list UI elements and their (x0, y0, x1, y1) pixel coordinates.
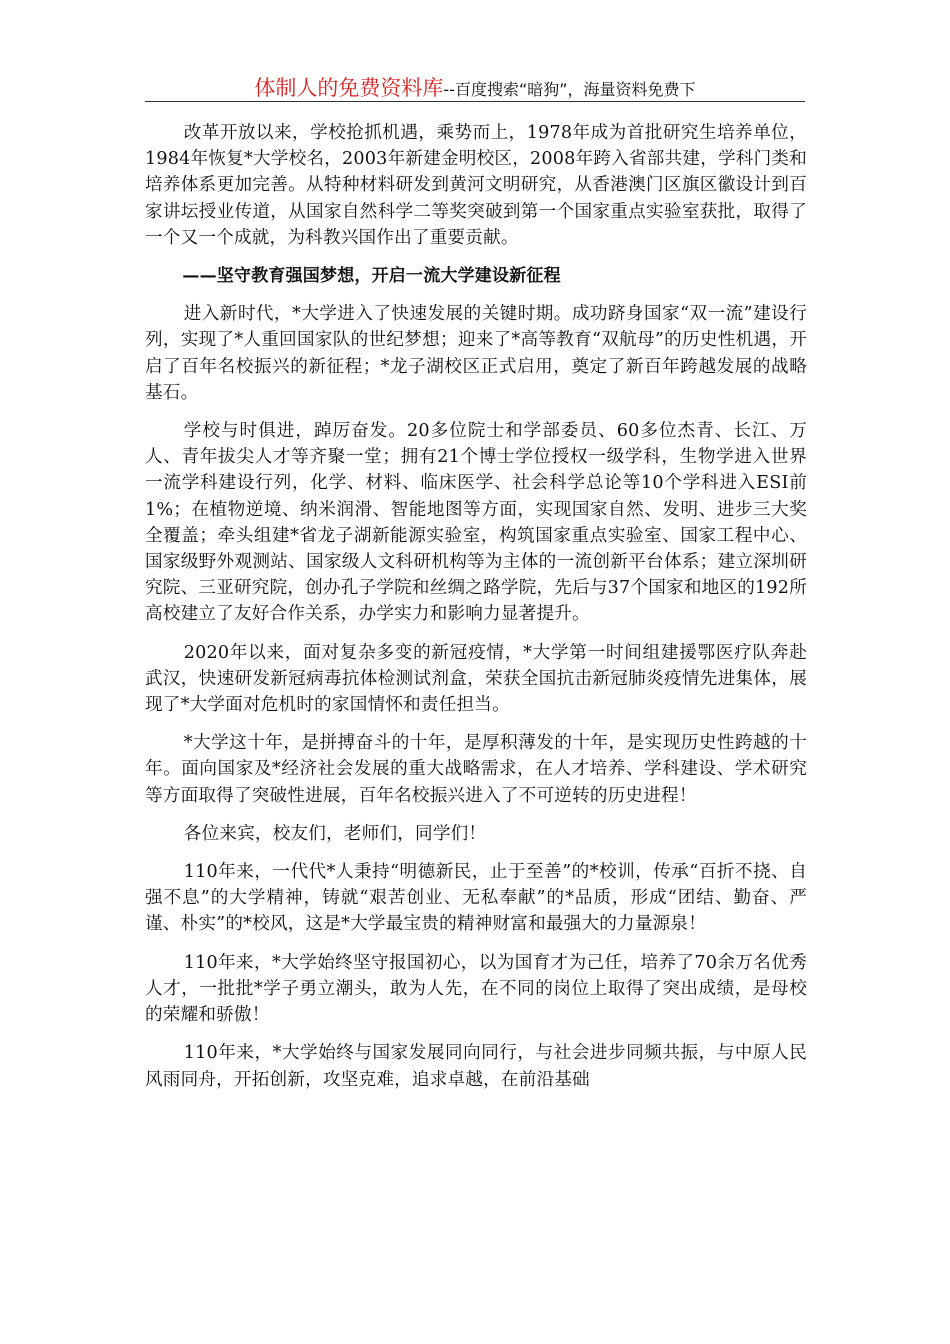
paragraph: *大学这十年，是拼搏奋斗的十年，是厚积薄发的十年，是实现历史性跨越的十年。面向国家及*经济社会发展的重大战略需求，在人才培养、学科建设、学术研究等方面取得了突破性进展，百年名校振兴进入了不可逆转的历史进程！ (145, 733, 807, 806)
paragraph: 各位来宾，校友们，老师们，同学们！ (183, 823, 487, 844)
header-brand: 体制人的免费资料库 (254, 76, 444, 100)
header-divider (145, 101, 805, 102)
paragraph: 改革开放以来，学校抢抓机遇，乘势而上，1978年成为首批研究生培养单位，1984年恢复*大学校名，2003年新建金明校区，2008年跨入省部共建，学科门类和培养体系更加完善。从特种材料研发到黄河文明研究，从香港澳门区旗区徽设计到百家讲坛授业传道，从国家自然科学二等奖突破到第一个国家重点实验室获批，取得了一个又一个成就，为科教兴国作出了重要贡献。 (145, 123, 807, 248)
page-header (145, 72, 805, 102)
section-heading: ——坚守教育强国梦想，开启一流大学建设新征程 (182, 266, 561, 287)
document-body (145, 120, 807, 1105)
paragraph: 2020年以来，面对复杂多变的新冠疫情，*大学第一时间组建援鄂医疗队奔赴武汉，快速研发新冠病毒抗体检测试剂盒，荣获全国抗击新冠肺炎疫情先进集体，展现了*大学面对危机时的家国情怀和责任担当。 (145, 642, 807, 716)
paragraph: 110年来，*大学始终坚守报国初心，以为国育才为己任，培养了70余万名优秀人才，一批批*学子勇立潮头，敢为人先，在不同的岗位上取得了突出成绩，是母校的荣耀和骄傲！ (145, 952, 807, 1026)
paragraph: 110年来，*大学始终与国家发展同向同行，与社会进步同频共振，与中原人民风雨同舟，开拓创新，攻坚克难，追求卓越，在前沿基础 (145, 1043, 807, 1090)
paragraph: 学校与时俱进，踔厉奋发。20多位院士和学部委员、60多位杰青、长江、万人、青年拔尖人才等齐聚一堂；拥有21个博士学位授权一级学科，生物学进入世界一流学科建设行列，化学、材料、临床医学、社会科学总论等10个学科进入ESI前1%；在植物逆境、纳米润滑、智能地图等方面，实现国家自然、发明、进步三大奖全覆盖；牵头组建*省龙子湖新能源实验室，构筑国家重点实验室、国家工程中心、国家级野外观测站、国家级人文科研机构等为主体的一流创新平台体系；建立深圳研究院、三亚研究院，创办孔子学院和丝绸之路学院，先后与37个国家和地区的192所高校建立了友好合作关系，办学实力和影响力显著提升。 (145, 421, 807, 625)
header-tagline: --百度搜索“暗狗”，海量资料免费下 (443, 80, 696, 99)
paragraph: 进入新时代，*大学进入了快速发展的关键时期。成功跻身国家“双一流”建设行列，实现了*人重回国家队的世纪梦想；迎来了*高等教育“双航母”的历史性机遇，开启了百年名校振兴的新征程；*龙子湖校区正式启用，奠定了新百年跨越发展的战略基石。 (145, 304, 807, 403)
paragraph: 110年来，一代代*人秉持“明德新民，止于至善”的*校训，传承“百折不挠、自强不息”的大学精神，铸就“艰苦创业、无私奉献”的*品质，形成“团结、勤奋、严谨、朴实”的*校风，这是*大学最宝贵的精神财富和最强大的力量源泉！ (145, 862, 807, 935)
